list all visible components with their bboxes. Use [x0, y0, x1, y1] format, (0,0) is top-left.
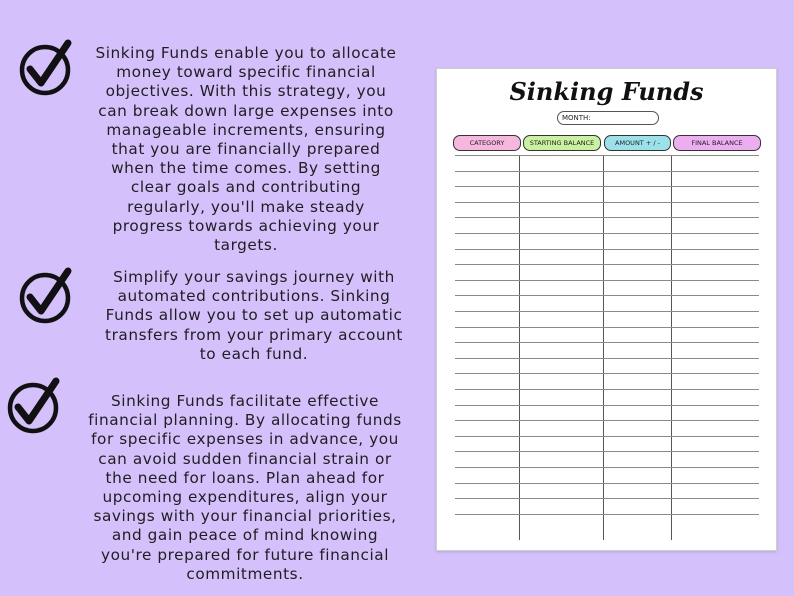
ledger-row-line: [455, 202, 759, 203]
ledger-row-line: [455, 514, 759, 515]
paragraph-line: Funds allow you to set up automatic: [105, 306, 403, 325]
ledger-row-line: [455, 498, 759, 499]
paragraph-line: can avoid sudden financial strain or: [98, 449, 392, 468]
ledger-row-line: [455, 233, 759, 234]
benefit-paragraph-3: [72, 392, 418, 584]
checkmark-circle-icon: [18, 266, 78, 326]
column-header-amount: AMOUNT + / -: [604, 135, 671, 151]
ledger-row-line: [455, 171, 759, 172]
month-field: [557, 111, 659, 125]
checkmark-circle-icon: [18, 38, 78, 98]
benefit-paragraph-2: [84, 268, 424, 364]
ledger-row-line: [455, 373, 759, 374]
column-header-starting-balance: STARTING BALANCE: [523, 135, 601, 151]
ledger-row-line: [455, 311, 759, 312]
ledger-row-line: [455, 483, 759, 484]
ledger-row-line: [455, 342, 759, 343]
month-label: MONTH:: [562, 114, 591, 122]
paragraph-line: upcoming expenditures, align your: [102, 488, 388, 507]
paragraph-line: objectives. With this strategy, you: [105, 82, 387, 101]
paragraph-line: when the time comes. By setting: [111, 159, 381, 178]
checkmark-circle-icon: [6, 376, 66, 436]
ledger-row-line: [455, 264, 759, 265]
ledger-row-line: [455, 436, 759, 437]
paragraph-line: can break down large expenses into: [98, 101, 394, 120]
ledger-row-line: [455, 389, 759, 390]
column-header-category: CATEGORY: [453, 135, 521, 151]
ledger-row-line: [455, 249, 759, 250]
paragraph-line: that you are financially prepared: [111, 140, 381, 159]
paragraph-line: clear goals and contributing: [130, 178, 362, 197]
ledger-row-line: [455, 155, 759, 156]
paragraph-line: Sinking Funds enable you to allocate: [95, 44, 397, 62]
paragraph-line: manageable increments, ensuring: [106, 120, 386, 139]
paragraph-line: and gain peace of mind knowing: [111, 526, 379, 545]
column-header-final-balance: FINAL BALANCE: [673, 135, 761, 151]
ledger-row-line: [455, 280, 759, 281]
ledger-row-line: [455, 451, 759, 452]
paragraph-line: regularly, you'll make steady: [127, 197, 365, 216]
paragraph-line: you're prepared for future financial: [100, 545, 389, 564]
paragraph-line: financial planning. By allocating funds: [88, 411, 402, 430]
benefit-paragraph-1: [76, 44, 416, 255]
paragraph-line: for specific expenses in advance, you: [91, 430, 399, 449]
ledger-row-line: [455, 467, 759, 468]
sinking-funds-sheet: [436, 68, 777, 551]
ledger-row-line: [455, 327, 759, 328]
ledger-row-line: [455, 358, 759, 359]
paragraph-line: to each fund.: [199, 344, 309, 363]
ledger-row-line: [455, 217, 759, 218]
paragraph-line: savings with your financial priorities,: [93, 507, 397, 526]
paragraph-line: automated contributions. Sinking: [117, 287, 391, 306]
ledger-row-line: [455, 405, 759, 406]
ledger-row-line: [455, 420, 759, 421]
sheet-title: Sinking Funds: [509, 77, 704, 106]
paragraph-line: targets.: [214, 236, 278, 255]
paragraph-line: transfers from your primary account: [105, 325, 403, 344]
paragraph-line: progress towards achieving your: [112, 216, 380, 235]
ledger-row-line: [455, 295, 759, 296]
paragraph-line: commitments.: [186, 564, 304, 583]
paragraph-line: the need for loans. Plan ahead for: [105, 468, 385, 487]
paragraph-line: money toward specific financial: [116, 63, 376, 82]
ledger-row-line: [455, 186, 759, 187]
paragraph-line: Sinking Funds facilitate effective: [111, 392, 379, 410]
paragraph-line: Simplify your savings journey with: [113, 268, 395, 286]
